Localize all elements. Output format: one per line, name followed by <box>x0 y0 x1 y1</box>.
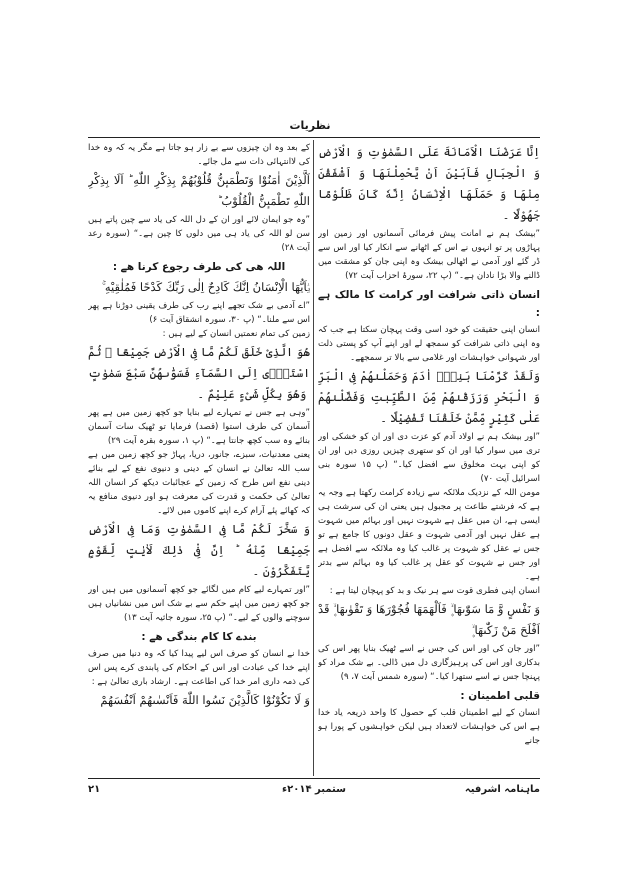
urdu-paragraph: کے بعد وہ ان چیزوں سے بے زار ہو جاتا ہے مگر یہ کہ وہ خدا کی لاانتہائی ذات سے مل جائے۔ <box>88 143 310 167</box>
column-divider <box>313 140 314 776</box>
quran-verse: اَلَّذِیْنَ اٰمَنُوْا وَتَطْمَىٕنُّ قُلُوْبُهُمْ بِذِكْرِ اللّٰهِ ؕ اَلَا بِذِكْرِ اللّٰهِ تَطْمَىٕنُّ الْقُلُوْبُ ؕ <box>88 173 310 208</box>
section-heading: قلبی اطمینان : <box>460 690 540 702</box>
urdu-paragraph: خدا نے انسان کو صرف اس لیے پیدا کیا کہ وہ دنیا میں صرف اپنے خدا کی عبادت اور اس کے احکام کی پابندی کرے پس اس کی ذمہ داری امر خدا کی اطاعت ہے۔ ارشاد باری تعالیٰ ہے : <box>88 649 310 687</box>
quran-verse: هُوَ الَّذِیْ خَلَقَ لَكُمْ مَّا فِی الْاَرْضِ جَمِیْعًا ۗ ثُمَّ اسْتَوٰۤى اِلَى السَّمَآءِ فَسَوّٰىهُنَّ سَبْعَ سَمٰوٰتٍ ؕ وَهُوَ بِكُلِّ شَیْءٍ عَلِیْمٌ ۔ <box>88 345 310 401</box>
section-title: نظریات <box>289 119 331 132</box>
urdu-paragraph: مومن اللہ کے نزدیک ملائکہ سے زیادہ کرامت رکھتا ہے وجہ یہ ہے کہ فرشتے طاعت پر مجبول ہیں یعنی ان کی سرشت ہی ایسی ہے، ان میں عقل ہے شہوت نہیں اور بہائم میں شہوت ہے عقل نہیں اور آدمی شہوت و عقل دونوں کا جامع ہے تو جس نے عقل کو شہوت پر غالب کیا وہ ملائکہ سے افضل ہے اور جس نے شہوت کو عقل پر غالب کیا وہ بہائم سے بدتر ہے۔ <box>318 488 540 582</box>
urdu-paragraph: ”اور تمہارے لیے کام میں لگائے جو کچھ آسمانوں میں ہیں اور جو کچھ زمین میں اپنے حکم سے بے شک اس میں نشانیاں ہیں سوچنے والوں کے لیے۔“ (پ ۲۵، سورہ جاثیہ آیت ۱۳) <box>88 585 310 623</box>
quran-verse: وَ سَخَّرَ لَكُمْ مَّا فِی السَّمٰوٰتِ وَمَا فِی الْاَرْضِ جَمِیْعًا مِّنْهُ ؕ اِنَّ فِیْ ذٰلِكَ لَاٰیٰتٍ لِّقَوْمٍ یَّتَفَكَّرُوْنَ ۔ <box>88 522 310 578</box>
urdu-paragraph: ”وہی ہے جس نے تمہارے لیے بنایا جو کچھ زمین میں ہے پھر آسمان کی طرف استوا (قصد) فرمایا تو ٹھیک سات آسمان بنائے وہ سب کچھ جانتا ہے۔“ (پ ۱، سورہ بقرہ آیت ۲۹) <box>88 408 310 446</box>
footer-rule <box>88 778 540 779</box>
urdu-paragraph: زمین کی تمام نعمتیں انسان کے لیے ہیں : <box>162 329 310 339</box>
left-column <box>88 141 310 773</box>
right-column <box>318 141 540 773</box>
section-heading: انسان ذاتی شرافت اور کرامت کا مالک ہے : <box>318 289 540 319</box>
urdu-paragraph: یعنی معدنیات، سبزے، جانور، دریا، پہاڑ جو کچھ زمین میں ہے سب اللہ تعالیٰ نے انسان کے دینی و دنیوی نفع کے لیے بنائے دینی نفع اس طرح کہ زمین کے عجائبات دیکھ کر انسان اللہ تعالیٰ کی حکمت و قدرت کی معرفت ہو اور دنیوی منافع یہ کہ کھائے پئے آرام کرے اپنے کاموں میں لائے۔ <box>88 450 310 516</box>
quran-verse: اِنَّا عَرَضْنَا الْاَمَانَةَ عَلَى السَّمٰوٰتِ وَ الْاَرْضِ وَ الْجِبَالِ فَاَبَیْنَ اَنْ یَّحْمِلْنَهَا وَ اَشْفَقْنَ مِنْهَا وَ حَمَلَهَا الْاِنْسَانُ اِنَّهٗ كَانَ ظَلُوْمًا جَهُوْلًا ۔ <box>318 145 540 222</box>
section-heading: اللہ ھی کی طرف رجوع کرنا ھے : <box>112 261 286 273</box>
urdu-paragraph: انسان اپنی فطری قوت سے ہر نیک و بد کو پہچان لیتا ہے : <box>329 586 540 596</box>
urdu-paragraph: انسان کے لیے اطمینان قلب کے حصول کا واحد ذریعہ یاد خدا ہے اس کی خواہشات لاتعداد ہیں لیکن خواہشوں کے پورا ہو جانے <box>318 708 540 746</box>
urdu-paragraph: ”اور بیشک ہم نے اولاد آدم کو عزت دی اور ان کو خشکی اور تری میں سوار کیا اور ان کو ستھری چیزیں روزی دیں اور ان کو اپنی بہت مخلوق سے افضل کیا۔“ (پ ۱۵ سورہ بنی اسرائیل آیت ۷۰) <box>318 432 540 484</box>
quran-verse: وَ لَا تَكُوْنُوْا كَالَّذِیْنَ نَسُوا اللّٰهَ فَاَنْسٰىهُمْ اَنْفُسَهُمْ <box>100 693 310 707</box>
urdu-paragraph: ”وہ جو ایمان لائے اور ان کے دل اللہ کی یاد سے چین پاتے ہیں سن لو اللہ کی یاد ہی میں دلوں کا چین ہے۔“ (سورہ رعد آیت ۲۸) <box>88 215 310 253</box>
issue-date: ستمبر ۲۰۱۴ء <box>282 784 346 795</box>
magazine-name: ماہنامہ اشرفیہ <box>464 784 540 795</box>
urdu-paragraph: ”اور جان کی اور اس کی جس نے اسے ٹھیک بنایا پھر اس کی بدکاری اور اس کی پرہیزگاری دل میں ڈالی۔ بے شک مراد کو پہنچا جس نے اسے ستھرا کیا۔“ (سورہ شمس آیت ۷، ۹) <box>318 644 540 682</box>
urdu-paragraph: ”بیشک ہم نے امانت پیش فرمائی آسمانوں اور زمین اور پہاڑوں پر تو انہوں نے اس کے اٹھانے سے انکار کیا اور اس سے ڈر گئے اور آدمی نے اٹھالی بیشک وہ اپنی جان کو مشقت میں ڈالنے والا بڑا نادان ہے۔“ (پ ۲۲، سورۂ احزاب آیت ۷۲) <box>318 229 540 281</box>
header-rule <box>88 137 540 138</box>
section-heading: بندے کا کام بندگی ھے : <box>141 631 257 643</box>
quran-verse: یٰۤاَیُّهَا الْاِنْسَانُ اِنَّكَ كَادِحٌ اِلٰى رَبِّكَ كَدْحًا فَمُلٰقِیْهِ ۚ <box>102 280 310 294</box>
quran-verse: وَ نَفْسٍ وَّ مَا سَوّٰىهَا ۪ۙ فَاَلْهَمَهَا فُجُوْرَهَا وَ تَقْوٰىهَا ۪ۙ قَدْ اَفْلَحَ مَنْ زَكّٰىهَا ۪ۙ <box>318 602 540 637</box>
page-footer <box>88 784 540 800</box>
urdu-paragraph: ”اے آدمی بے شک تجھے اپنے رب کی طرف یقینی دوڑنا ہے پھر اس سے ملنا۔“ (پ ۳۰، سورہ انشقاق آیت ۶) <box>88 301 310 325</box>
urdu-paragraph: انسان اپنی حقیقت کو خود اسی وقت پہچان سکتا ہے جب کہ وہ اپنی ذاتی شرافت کو سمجھ لے اور اپنے آپ کو پستی ذلت اور شہوانی خواہشات اور غلامی سے بالا تر سمجھے۔ <box>318 325 540 363</box>
page-number: ۲۱ <box>88 784 101 795</box>
quran-verse: وَلَقَدْ كَرَّمْنَا بَنِیْۤ اٰدَمَ وَحَمَلْنٰهُمْ فِی الْبَرِّ وَ الْبَحْرِ وَرَزَقْنٰهُمْ مِّنَ الطَّیِّبٰتِ وَفَضَّلْنٰهُمْ عَلٰى كَثِیْرٍ مِّمَّنْ خَلَقْنَا تَفْضِیْلًا ۔ <box>318 369 540 425</box>
